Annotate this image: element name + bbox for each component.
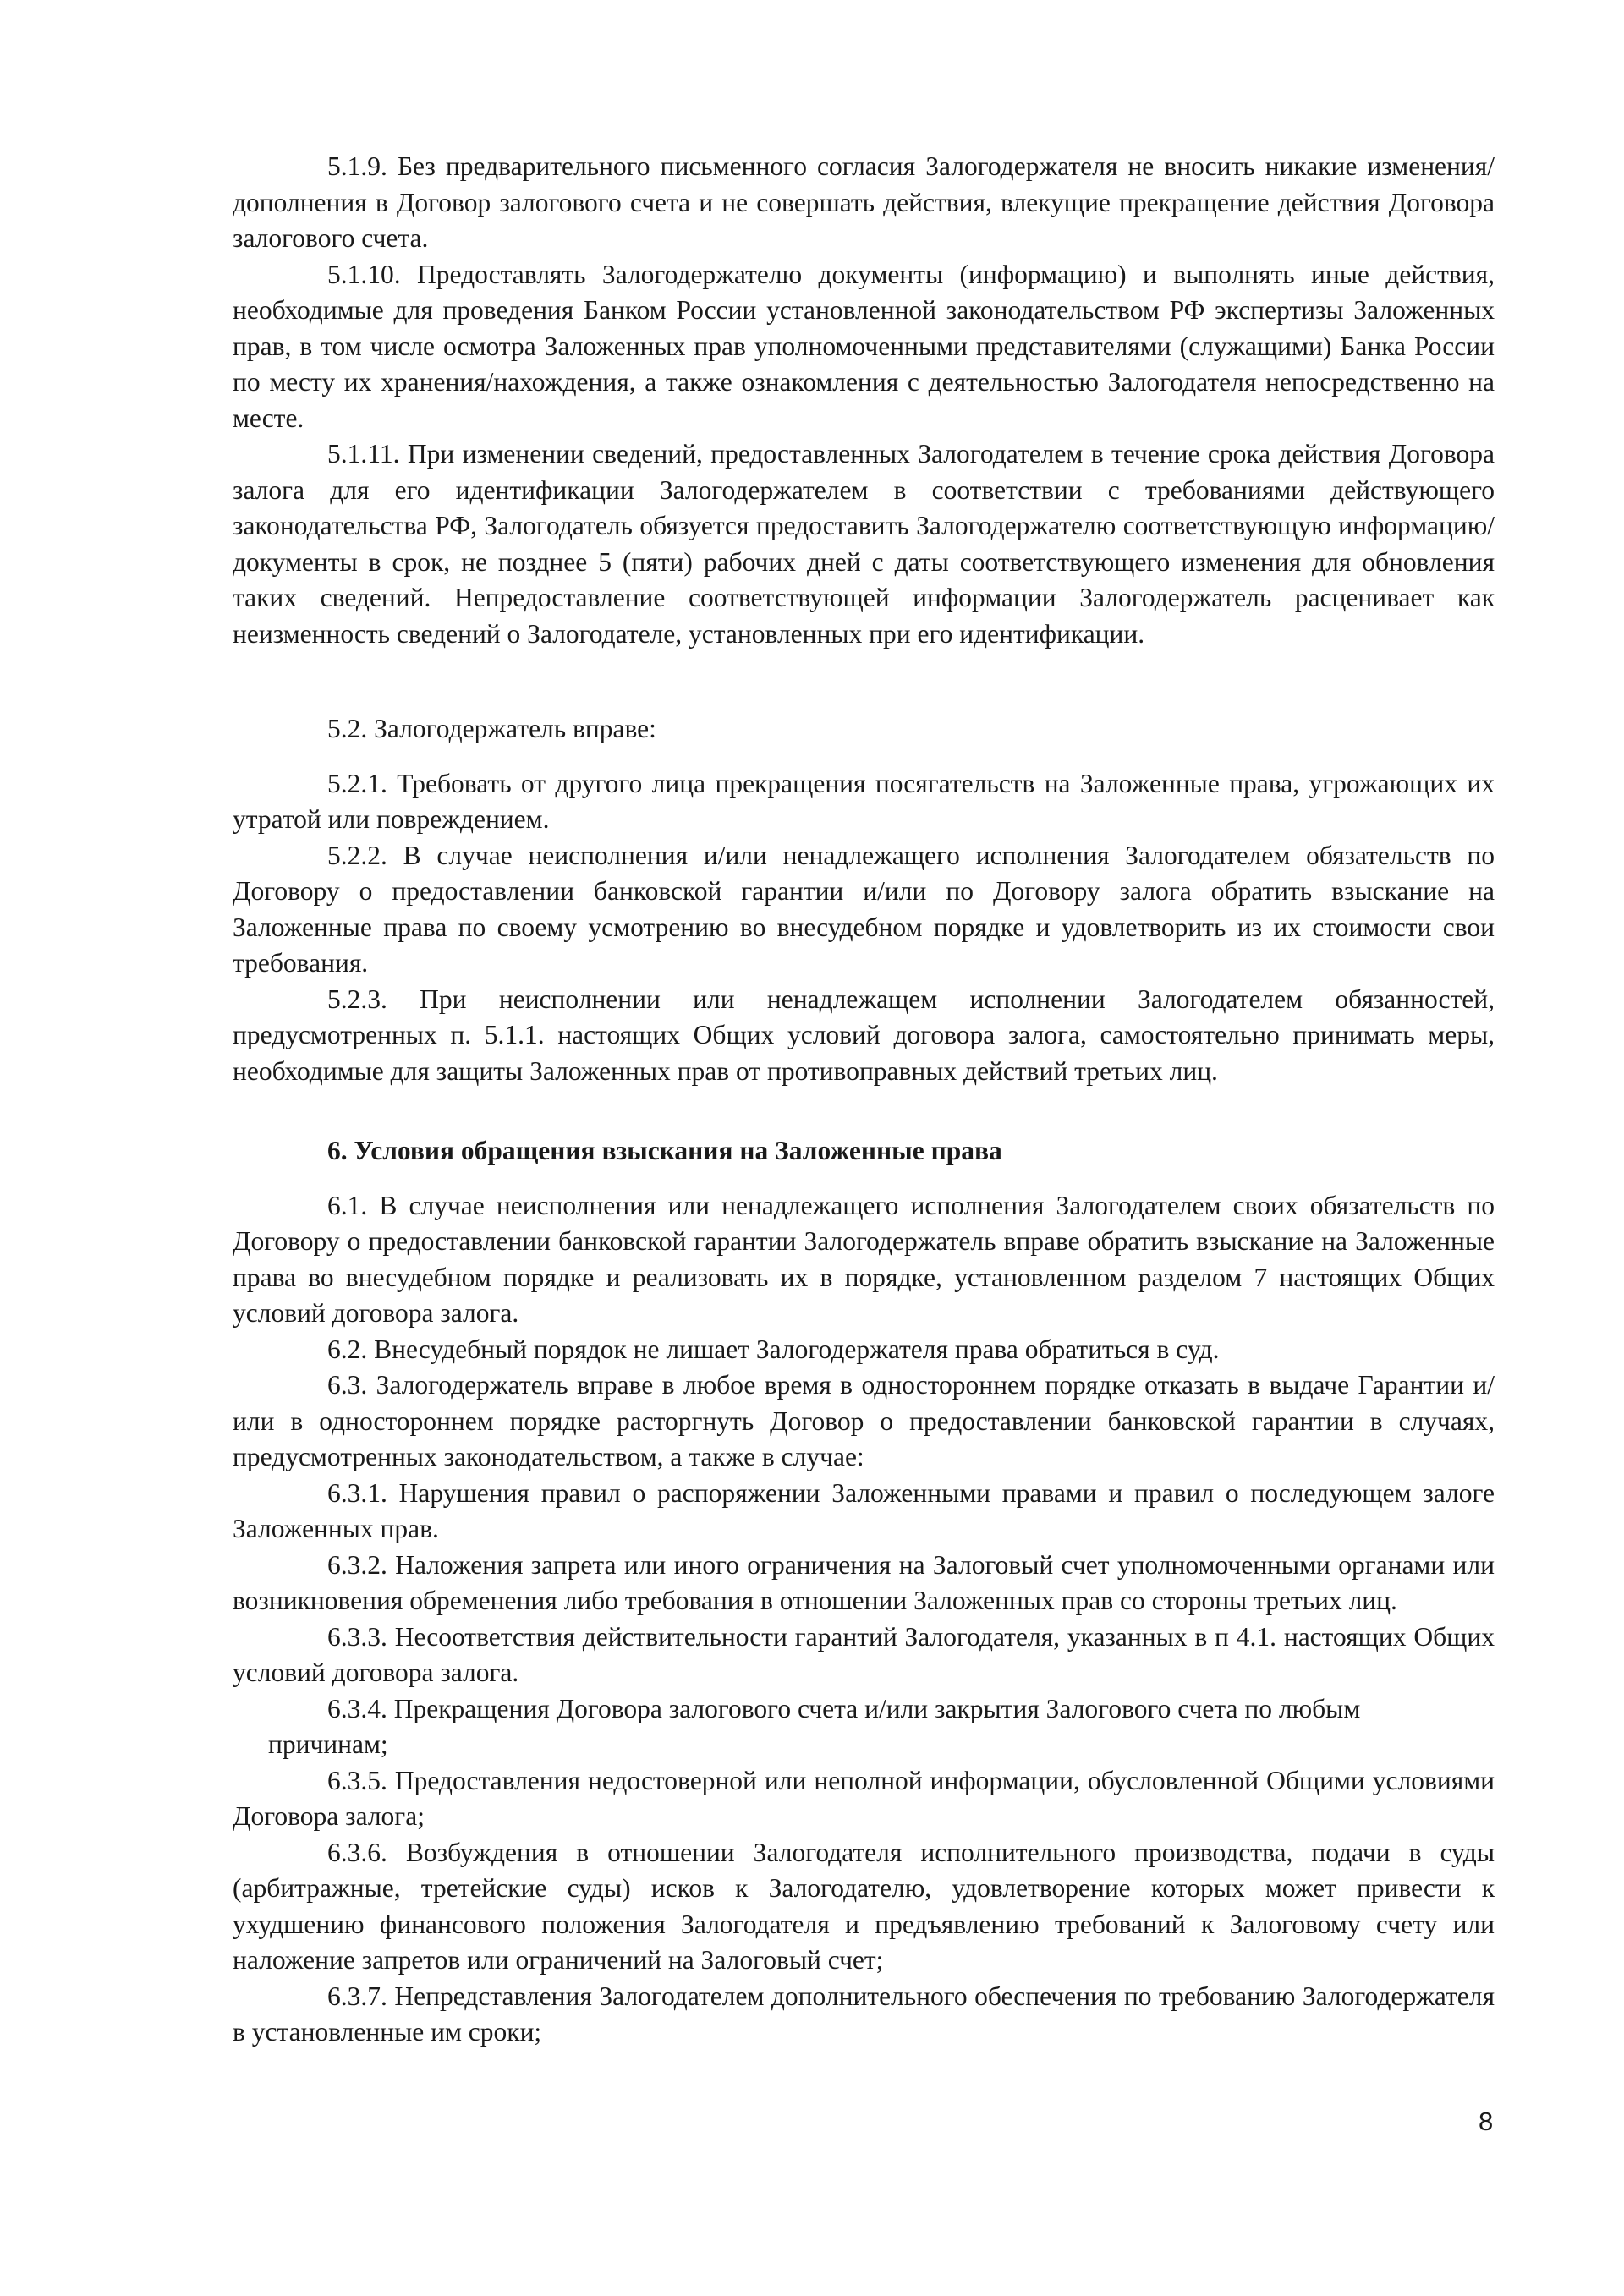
clause-6-2: 6.2. Внесудебный порядок не лишает Залогодержателя права обратиться в суд. xyxy=(327,1334,1220,1364)
clause-5-1-11: 5.1.11. При изменении сведений, предоставленных Залогодателем в течение срока действия Договора залога для его идентификации Залогодержателем в соответствии с требованиями действующего законодательства РФ, Залогодатель обязуется предоставить Залогодержателю соответствующую информацию/документы в срок, не позднее 5 (пяти) рабочих дней с даты соответствующего изменения для обновления таких сведений. Непредоставление соответствующей информации Залогодержатель расценивает как неизменность сведений о Залогодателе, установленных при его идентификации. xyxy=(233,439,1495,649)
clause-6-3-4-line-1: 6.3.4. Прекращения Договора залогового счета и/или закрытия Залогового счета по любым xyxy=(327,1693,1361,1723)
spacer xyxy=(233,1170,1495,1188)
clause-6-3-3: 6.3.3. Несоответствия действительности гарантий Залогодателя, указанных в п 4.1. настоящих Общих условий договора залога. xyxy=(233,1621,1495,1687)
clause-6-3: 6.3. Залогодержатель вправе в любое время в одностороннем порядке отказать в выдаче Гарантии и/или в одностороннем порядке расторгнуть Договор о предоставлении банковской гарантии в случаях, предусмотренных законодательством, а также в случае: xyxy=(233,1370,1495,1471)
document-body xyxy=(233,149,1495,2051)
page-number: 8 xyxy=(1479,2107,1494,2136)
spacer xyxy=(233,1089,1495,1133)
clause-6-3-4-line-2: причинам; xyxy=(268,1729,388,1759)
clause-6-3-7: 6.3.7. Непредставления Залогодателем дополнительного обеспечения по требованию Залогодержателя в установленные им сроки; xyxy=(233,1981,1495,2047)
clause-5-2-3: 5.2.3. При неисполнении или ненадлежащем исполнении Залогодателем обязанностей, предусмотренных п. 5.1.1. настоящих Общих условий договора залога, самостоятельно принимать меры, необходимые для защиты Заложенных прав от противоправных действий третьих лиц. xyxy=(233,984,1495,1086)
section-6-heading: 6. Условия обращения взыскания на Заложенные права xyxy=(327,1136,1002,1165)
spacer xyxy=(233,748,1495,766)
clause-6-3-5: 6.3.5. Предоставления недостоверной или неполной информации, обусловленной Общими условиями Договора залога; xyxy=(233,1765,1495,1831)
clause-5-1-9: 5.1.9. Без предварительного письменного согласия Залогодержателя не вносить никакие изменения/дополнения в Договор залогового счета и не совершать действия, влекущие прекращение действия Договора залогового счета. xyxy=(233,151,1495,253)
clause-5-1-10: 5.1.10. Предоставлять Залогодержателю документы (информацию) и выполнять иные действия, необходимые для проведения Банком России установленной законодательством РФ экспертизы Заложенных прав, в том числе осмотра Заложенных прав уполномоченными представителями (служащими) Банка России по месту их хранения/нахождения, а также ознакомления с деятельностью Залогодателя непосредственно на месте. xyxy=(233,259,1495,433)
clause-5-2-2: 5.2.2. В случае неисполнения и/или ненадлежащего исполнения Залогодателем обязательств по Договору о предоставлении банковской гарантии и/или по Договору залога обратить взыскание на Заложенные права по своему усмотрению во внесудебном порядке и удовлетворить из их стоимости свои требования. xyxy=(233,840,1495,978)
clause-5-2: 5.2. Залогодержатель вправе: xyxy=(327,714,656,743)
clause-6-1: 6.1. В случае неисполнения или ненадлежащего исполнения Залогодателем своих обязательств по Договору о предоставлении банковской гарантии Залогодержатель вправе обратить взыскание на Заложенные права во внесудебном порядке и реализовать их в порядке, установленном разделом 7 настоящих Общих условий договора залога. xyxy=(233,1190,1495,1328)
clause-6-3-6: 6.3.6. Возбуждения в отношении Залогодателя исполнительного производства, подачи в суды (арбитражные, третейские суды) исков к Залогодателю, удовлетворение которых может привести к ухудшению финансового положения Залогодателя и предъявлению требований к Залоговому счету или наложение запретов или ограничений на Залоговый счет; xyxy=(233,1837,1495,1975)
clause-6-3-1: 6.3.1. Нарушения правил о распоряжении Заложенными правами и правил о последующем залоге Заложенных прав. xyxy=(233,1477,1495,1543)
spacer xyxy=(233,652,1495,711)
clause-6-3-4 xyxy=(233,1691,1495,1763)
clause-6-3-2: 6.3.2. Наложения запрета или иного ограничения на Залоговый счет уполномоченными органами или возникновения обременения либо требования в отношении Заложенных прав со стороны третьих лиц. xyxy=(233,1549,1495,1615)
clause-5-2-1: 5.2.1. Требовать от другого лица прекращения посягательств на Заложенные права, угрожающих их утратой или повреждением. xyxy=(233,768,1495,834)
